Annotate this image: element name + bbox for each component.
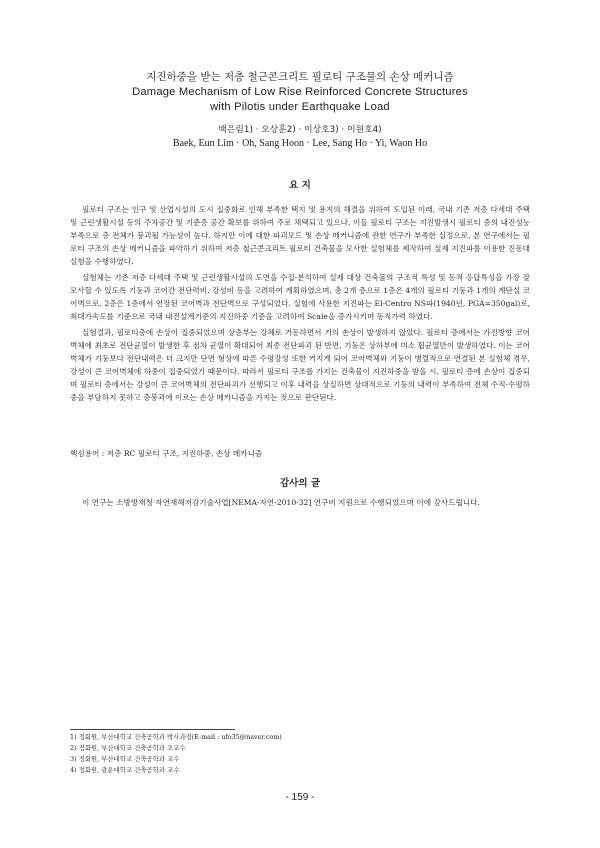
paper-title-english-line-1: Damage Mechanism of Low Rise Reinforced Concrete Structures <box>132 86 468 98</box>
authors-korean: 백은림1) · 오상훈2) · 이상호3) · 이원호4) <box>218 125 382 135</box>
abstract-heading: 요 지 <box>289 180 311 191</box>
abstract-paragraph: 필로티 구조는 인구 및 산업시설의 도시 집중화로 인해 부족한 택지 및 용지의 해결을 위하여 도입된 이래, 국내 기존 저층 다세대 주택 및 근린생활시설 등의 주차공간 및 기준층 공간 확보를 위하여 주로 채택되고 있으나, 이들 필로티 구조는 지진발생시 필로티 층의 내진성능 부족으로 층 전체가 붕괴될 가능성이 높다. 하지만 이에 대한 파괴모드 및 손상 메커니즘에 관한 연구가 부족한 실정으로, 본 연구에서는 필로티 구조의 손상 메커니즘을 파악하기 위하여 저층 철근콘크리트 필로티 건축물을 모사한 실험체를 제작하여 실제 지진파를 이용한 진동대 실험을 수행하였다. <box>70 205 530 266</box>
authors-english: Baek, Eun Lim · Oh, Sang Hoon · Lee, Sang Ho · Yi, Waon Ho <box>172 138 428 149</box>
paper-title-english-line-2: with Pilotis under Earthquake Load <box>210 101 390 113</box>
abstract-paragraph: 실험체는 기존 저층 다세대 주택 및 근린생활시설의 도면을 수집·분석하여 실제 대상 건축물의 구조적 특성 및 동적 응답특성을 가장 잘 모사할 수 있도록 기둥과 코어간 전단력비, 강성비 등을 고려하여 계획하였으며, 총 2개 층으로 1층은 4개의 필로티 기둥과 1개의 계단실 코어벽으로, 2층은 1층에서 연장된 코어벽과 전단벽으로 구성되었다. 실험에 사용한 지진파는 El-Centro NS파(1940년, PGA=350gal)로, 최대가속도를 기준으로 국내 내진설계기준의 지진하중 기준을 고려하여 Scale을 증가시키며 동적가력 하였다. <box>70 273 530 321</box>
author-block <box>0 123 600 151</box>
acknowledgement-heading: 감사의 글 <box>279 478 320 489</box>
footnote-item: 2) 정회원, 부산대학교 건축공학과 조교수 <box>70 744 186 752</box>
footnote-list <box>70 732 530 776</box>
footnote-item: 3) 정회원, 부산대학교 건축공학과 교수 <box>70 755 180 763</box>
abstract-body <box>70 203 530 407</box>
footnote-item: 1) 정회원, 부산대학교 건축공학과 박사과정(E-mail : ufo35@naver.com) <box>70 733 282 741</box>
footnote-divider <box>70 729 235 730</box>
abstract-paragraph: 실험결과, 필로티층에 손상이 집중되었으며 상층부는 강체로 거동하면서 거의 손상이 발생하지 않았다. 필로티 층에서는 가진방향 코어벽체에 최초로 전단균열이 발생한 후 점차 균열이 확대되어 최종 전단파괴 된 반면, 기둥은 상하부에 미소 휨균열만이 발생하였다. 이는 코어벽체가 기둥보다 전단내력은 더 크지만 단면 형상에 따른 수평강성 또한 커지게 되어 코어벽체와 기둥이 병렬적으로 연결된 본 실험체 경우, 강성이 큰 코어벽체에 하중이 집중되었기 때문이다. 따라서 필로티 구조를 가지는 건축물이 지진하중을 받을 시, 필로티 층에 손상이 집중되며 필로티 층에서는 강성이 큰 코어벽체의 전단파괴가 선행되고 이후 내력을 상실하면 상대적으로 기둥의 내력이 부족하여 전체 수직·수평하중을 부담하지 못하고 층붕괴에 이르는 손상 메카니즘을 가지는 것으로 판단된다. <box>70 328 530 402</box>
acknowledgement-text: 이 연구는 소방방재청 자연재해저감기술사업[NEMA-자연-2010-32] 연구비 지원으로 수행되었으며 이에 감사드립니다. <box>82 498 480 507</box>
footnote-item: 4) 정회원, 광운대학교 건축공학과 교수 <box>70 766 180 774</box>
page-number: - 159 - <box>285 792 315 803</box>
keywords: 핵심용어 : 저층 RC 필로티 구조, 지진하중, 손상 메카니즘 <box>70 449 263 458</box>
title-block <box>0 70 600 115</box>
paper-title-korean: 지진하중을 받는 저층 철근콘크리트 필로티 구조물의 손상 메커니즘 <box>146 71 454 83</box>
acknowledgement-body <box>70 496 530 512</box>
